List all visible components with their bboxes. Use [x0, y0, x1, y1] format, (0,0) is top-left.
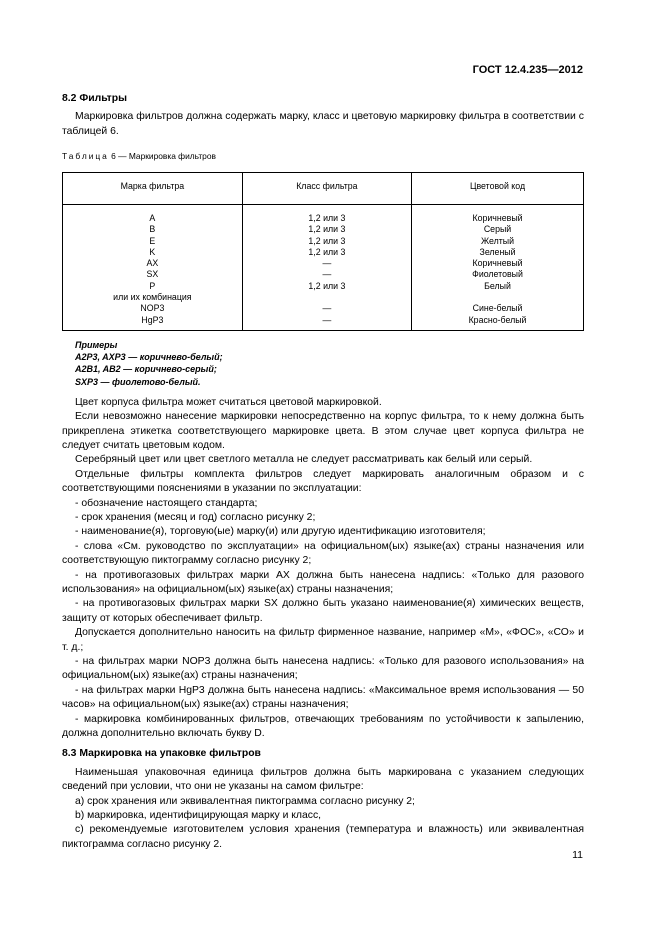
list-item: c) рекомендуемые изготовителем условия хранения (температура и влажность) или эквивалентная пиктограмма согласно рисунку 2.: [62, 824, 584, 850]
paragraph: Отдельные фильтры комплекта фильтров следует маркировать аналогичным образом и с соответствующими пояснениями в указании по эксплуатации:: [62, 468, 584, 495]
section-8-2-title: 8.2 Фильтры: [62, 93, 127, 104]
examples-block: [75, 339, 584, 388]
list-item: - слова «См. руководство по эксплуатации» на официальном(ых) языке(ах) страны назначения или соответствующую пиктограмму согласно рисунку 2;: [62, 540, 584, 567]
page-number: 11: [572, 849, 583, 861]
table-header-cell: Марка фильтра: [63, 172, 243, 204]
section-8-2-intro: Маркировка фильтров должна содержать марку, класс и цветовую маркировку фильтра в соответствии с таблицей 6.: [62, 111, 584, 137]
table-cell: Зеленый: [412, 247, 584, 258]
table-row: [63, 269, 584, 280]
table-cell: Белый: [412, 281, 584, 292]
table-cell: A: [63, 204, 243, 224]
list-item: - на фильтрах марки HgP3 должна быть нанесена надпись: «Максимальное время использования — 50 часов» на официальном(ых) языке(ах) страны назначения;: [62, 684, 584, 711]
table-cell: Фиолетовый: [412, 269, 584, 280]
table-header-cell: Класс фильтра: [242, 172, 411, 204]
list-item: - на противогазовых фильтрах марки SX должно быть указано наименование(я) химических веществ, защиту от которых обеспечивает фильтр.: [62, 598, 584, 624]
paragraph: Допускается дополнительно наносить на фильтр фирменное название, например «М», «ФОС», «СО» и т. д.;: [62, 627, 584, 653]
table-cell: Серый: [412, 224, 584, 235]
table-cell: NOP3: [63, 303, 243, 314]
table-cell: —: [242, 303, 411, 314]
table-cell: K: [63, 247, 243, 258]
table-row: [63, 292, 584, 303]
table-cell: —: [242, 315, 411, 331]
table-row: [63, 247, 584, 258]
table-row: [63, 224, 584, 235]
table-cell: 1,2 или 3: [242, 281, 411, 292]
list-item: a) срок хранения или эквивалентная пиктограмма согласно рисунку 2;: [75, 795, 415, 807]
table-cell: B: [63, 224, 243, 235]
example-line: A2B1, AB2 — коричнево-серый;: [75, 364, 217, 375]
table-cell: P: [63, 281, 243, 292]
table-row: [63, 315, 584, 331]
section-8-3-intro: Наименьшая упаковочная единица фильтров должна быть маркирована с указанием следующих сведений при условии, что они не указаны на самом фильтре:: [62, 766, 584, 793]
table-cell: SX: [63, 269, 243, 280]
table-cell: E: [63, 236, 243, 247]
table-cell: Коричневый: [412, 258, 584, 269]
table-row: [63, 281, 584, 292]
example-line: SXP3 — фиолетово-белый.: [75, 376, 201, 387]
examples-heading: Примеры: [75, 339, 118, 350]
table-row: [63, 303, 584, 314]
table-header-cell: Цветовой код: [412, 172, 584, 204]
table-cell: или их комбинация: [63, 292, 243, 303]
table-6: [62, 172, 584, 331]
table-cell: HgP3: [63, 315, 243, 331]
table-6-caption-label: Таблица: [62, 151, 109, 162]
table-cell: Красно-белый: [412, 315, 584, 331]
paragraph: Если невозможно нанесение маркировки непосредственно на корпус фильтра, то к нему должна быть прикреплена этикетка соответствующего маркировке цвета. В этом случае цвет корпуса фильтра не следует считать цветовым кодом.: [62, 411, 584, 451]
list-item: - маркировка комбинированных фильтров, отвечающих требованиям по устойчивости к запылению, должна дополнительно включать букву D.: [62, 713, 584, 740]
table-cell: 1,2 или 3: [242, 204, 411, 224]
section-8-3-title: 8.3 Маркировка на упаковке фильтров: [62, 748, 261, 760]
table-cell: [242, 292, 411, 303]
table-cell: —: [242, 258, 411, 269]
list-item: b) маркировка, идентифицирующая марку и класс,: [75, 810, 322, 822]
list-item: - обозначение настоящего стандарта;: [75, 497, 258, 509]
table-row: [63, 258, 584, 269]
document-code: ГОСТ 12.4.235—2012: [472, 64, 583, 76]
table-header-row: [63, 172, 584, 204]
example-line: A2P3, AXP3 — коричнево-белый;: [75, 352, 223, 363]
paragraph: Цвет корпуса фильтра может считаться цветовой маркировкой.: [75, 396, 382, 408]
table-row: [63, 204, 584, 224]
table-cell: Сине-белый: [412, 303, 584, 314]
table-cell: [412, 292, 584, 303]
table-6-caption: [62, 149, 584, 163]
table-row: [63, 236, 584, 247]
table-cell: Желтый: [412, 236, 584, 247]
list-item: - срок хранения (месяц и год) согласно рисунку 2;: [75, 511, 316, 523]
table-cell: —: [242, 269, 411, 280]
list-item: - наименование(я), торговую(ые) марку(и) или другую идентификацию изготовителя;: [75, 526, 486, 538]
table-6-caption-title: 6 — Маркировка фильтров: [108, 151, 216, 162]
paragraph: Серебряный цвет или цвет светлого металла не следует рассматривать как белый или серый.: [75, 454, 533, 466]
table-cell: 1,2 или 3: [242, 247, 411, 258]
table-cell: 1,2 или 3: [242, 224, 411, 235]
page-content: [62, 92, 584, 852]
table-cell: Коричневый: [412, 204, 584, 224]
table-cell: 1,2 или 3: [242, 236, 411, 247]
list-item: - на фильтрах марки NOP3 должна быть нанесена надпись: «Только для разового использования» на официальном(ых) языке(ах) страны назначения;: [62, 656, 584, 682]
list-item: - на противогазовых фильтрах марки AX должна быть нанесена надпись: «Только для разового использования» на официальном(ых) языке(ах) страны назначения;: [62, 569, 584, 595]
table-cell: AX: [63, 258, 243, 269]
